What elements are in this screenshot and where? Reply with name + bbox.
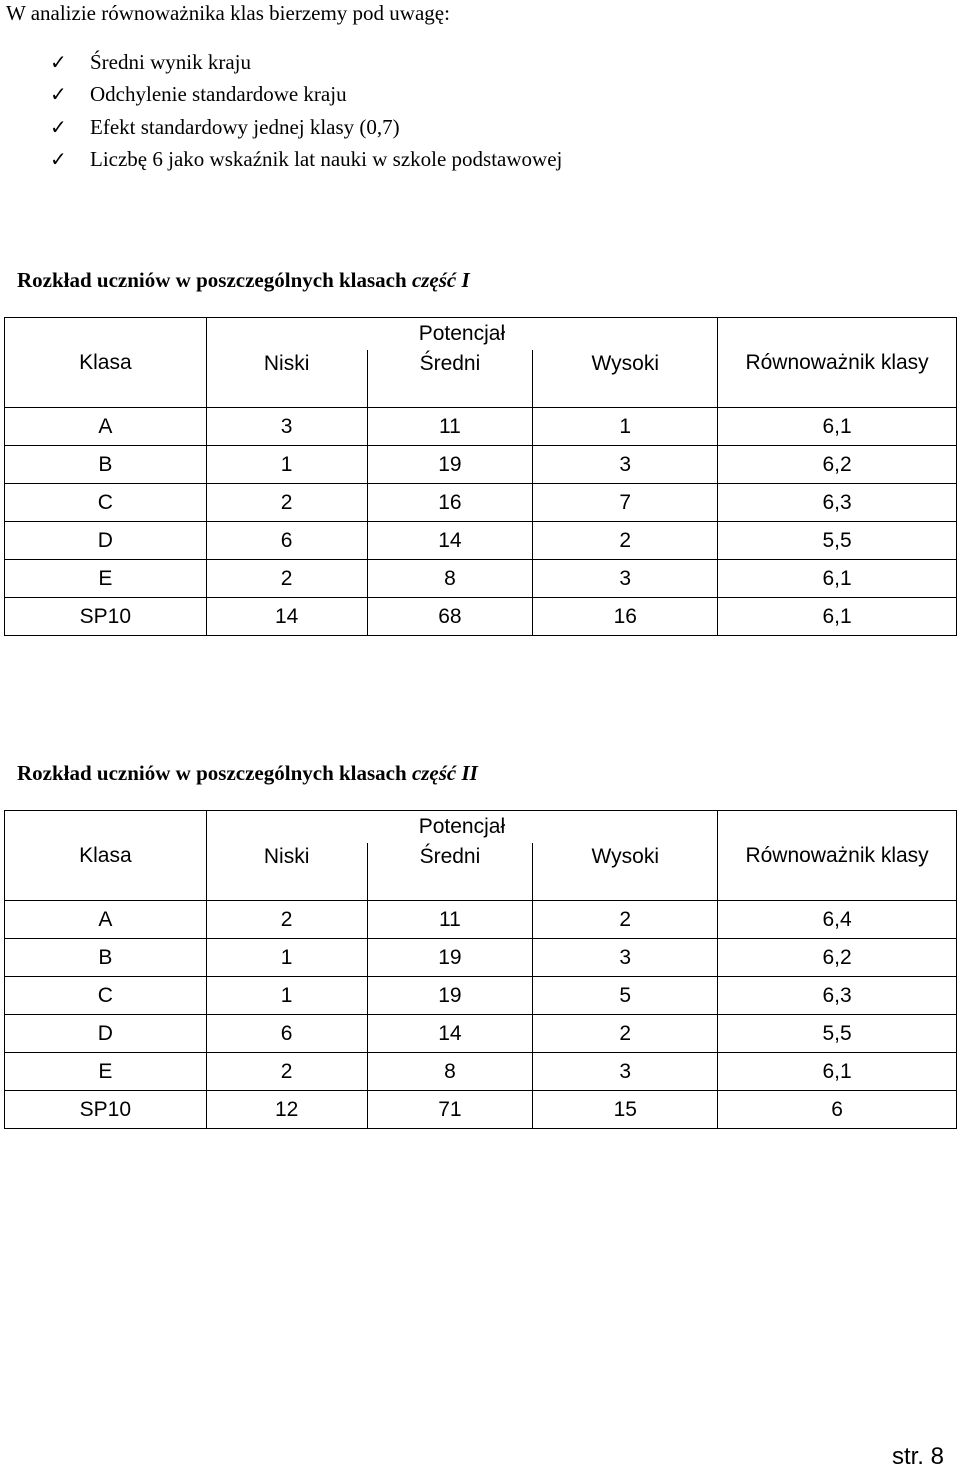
cell-klasa: B [5,939,207,977]
cell-klasa: D [5,1015,207,1053]
table-row [5,598,957,636]
cell-niski: 2 [206,560,367,598]
cell-rownowaznik: 6,1 [718,1053,957,1091]
cell-sredni: 71 [367,1091,533,1129]
cell-wysoki: 3 [533,1053,718,1091]
checkmark-icon: ✓ [50,50,67,74]
cell-klasa: D [5,522,207,560]
header-klasa: Klasa [5,811,207,901]
table-row [5,560,957,598]
table-1-heading [17,266,470,294]
cell-niski: 1 [206,446,367,484]
table-row [5,977,957,1015]
checkmark-icon: ✓ [50,114,67,139]
table-2-heading [17,759,478,787]
cell-wysoki: 16 [533,598,718,636]
cell-niski: 2 [206,484,367,522]
table-row [5,1015,957,1053]
header-wysoki: Wysoki [533,843,718,901]
header-wysoki: Wysoki [533,350,718,408]
checkmark-icon: ✓ [50,82,67,107]
checklist-item-label: Liczbę 6 jako wskaźnik lat nauki w szkole podstawowej [90,146,563,171]
cell-sredni: 19 [367,939,533,977]
cell-niski: 6 [206,1015,367,1053]
cell-rownowaznik: 6 [718,1091,957,1129]
cell-niski: 12 [206,1091,367,1129]
cell-wysoki: 15 [533,1091,718,1129]
cell-klasa: A [5,408,207,446]
cell-niski: 14 [206,598,367,636]
cell-klasa: SP10 [5,1091,207,1129]
header-potencjal: Potencjał [206,318,717,351]
header-niski: Niski [206,843,367,901]
table-2-heading-text: Rozkład uczniów w poszczególnych klasach [17,761,407,785]
cell-sredni: 8 [367,560,533,598]
page-number: str. 8 [891,1443,944,1470]
checklist [50,48,562,177]
table-row [5,1091,957,1129]
checklist-item-label: Efekt standardowy jednej klasy (0,7) [90,114,400,139]
checkmark-icon: ✓ [50,146,67,171]
table-row [5,408,957,446]
checklist-item-label: Średni wynik kraju [90,50,251,74]
cell-rownowaznik: 6,2 [718,939,957,977]
cell-klasa: A [5,901,207,939]
table-1-heading-text: Rozkład uczniów w poszczególnych klasach [17,268,407,292]
cell-niski: 6 [206,522,367,560]
cell-rownowaznik: 6,2 [718,446,957,484]
cell-klasa: B [5,446,207,484]
cell-niski: 2 [206,901,367,939]
cell-wysoki: 5 [533,977,718,1015]
header-niski: Niski [206,350,367,408]
header-sredni: Średni [367,843,533,901]
table-row [5,901,957,939]
cell-rownowaznik: 5,5 [718,1015,957,1053]
cell-rownowaznik: 6,4 [718,901,957,939]
table-row [5,939,957,977]
cell-sredni: 8 [367,1053,533,1091]
cell-wysoki: 2 [533,1015,718,1053]
header-rownowaznik: Równoważnik klasy [718,811,957,901]
cell-niski: 2 [206,1053,367,1091]
cell-rownowaznik: 6,1 [718,560,957,598]
cell-klasa: C [5,977,207,1015]
checklist-item [50,48,562,80]
cell-klasa: C [5,484,207,522]
table-2-heading-part: część II [411,761,478,785]
header-potencjal: Potencjał [206,811,717,844]
header-klasa: Klasa [5,318,207,408]
cell-sredni: 19 [367,977,533,1015]
distribution-table-1 [4,317,957,636]
cell-rownowaznik: 6,3 [718,977,957,1015]
cell-sredni: 11 [367,408,533,446]
checklist-item [50,80,562,112]
cell-sredni: 16 [367,484,533,522]
intro-text: W analizie równoważnika klas bierzemy pod uwagę: [6,1,450,25]
cell-sredni: 68 [367,598,533,636]
checklist-item [50,113,562,145]
table-row [5,484,957,522]
table-1-heading-part: część I [411,268,470,292]
cell-niski: 1 [206,939,367,977]
cell-wysoki: 3 [533,446,718,484]
cell-sredni: 11 [367,901,533,939]
cell-sredni: 14 [367,522,533,560]
cell-klasa: E [5,560,207,598]
cell-wysoki: 3 [533,939,718,977]
cell-klasa: E [5,1053,207,1091]
cell-wysoki: 7 [533,484,718,522]
cell-rownowaznik: 6,3 [718,484,957,522]
cell-niski: 1 [206,977,367,1015]
table-row [5,522,957,560]
cell-rownowaznik: 5,5 [718,522,957,560]
distribution-table-2 [4,810,957,1129]
cell-rownowaznik: 6,1 [718,598,957,636]
table-row [5,1053,957,1091]
cell-klasa: SP10 [5,598,207,636]
cell-niski: 3 [206,408,367,446]
checklist-item-label: Odchylenie standardowe kraju [90,82,347,107]
cell-wysoki: 2 [533,522,718,560]
cell-wysoki: 3 [533,560,718,598]
cell-sredni: 14 [367,1015,533,1053]
cell-wysoki: 2 [533,901,718,939]
cell-rownowaznik: 6,1 [718,408,957,446]
header-sredni: Średni [367,350,533,408]
cell-sredni: 19 [367,446,533,484]
checklist-item [50,145,562,177]
cell-wysoki: 1 [533,408,718,446]
header-rownowaznik: Równoważnik klasy [718,318,957,408]
table-row [5,446,957,484]
